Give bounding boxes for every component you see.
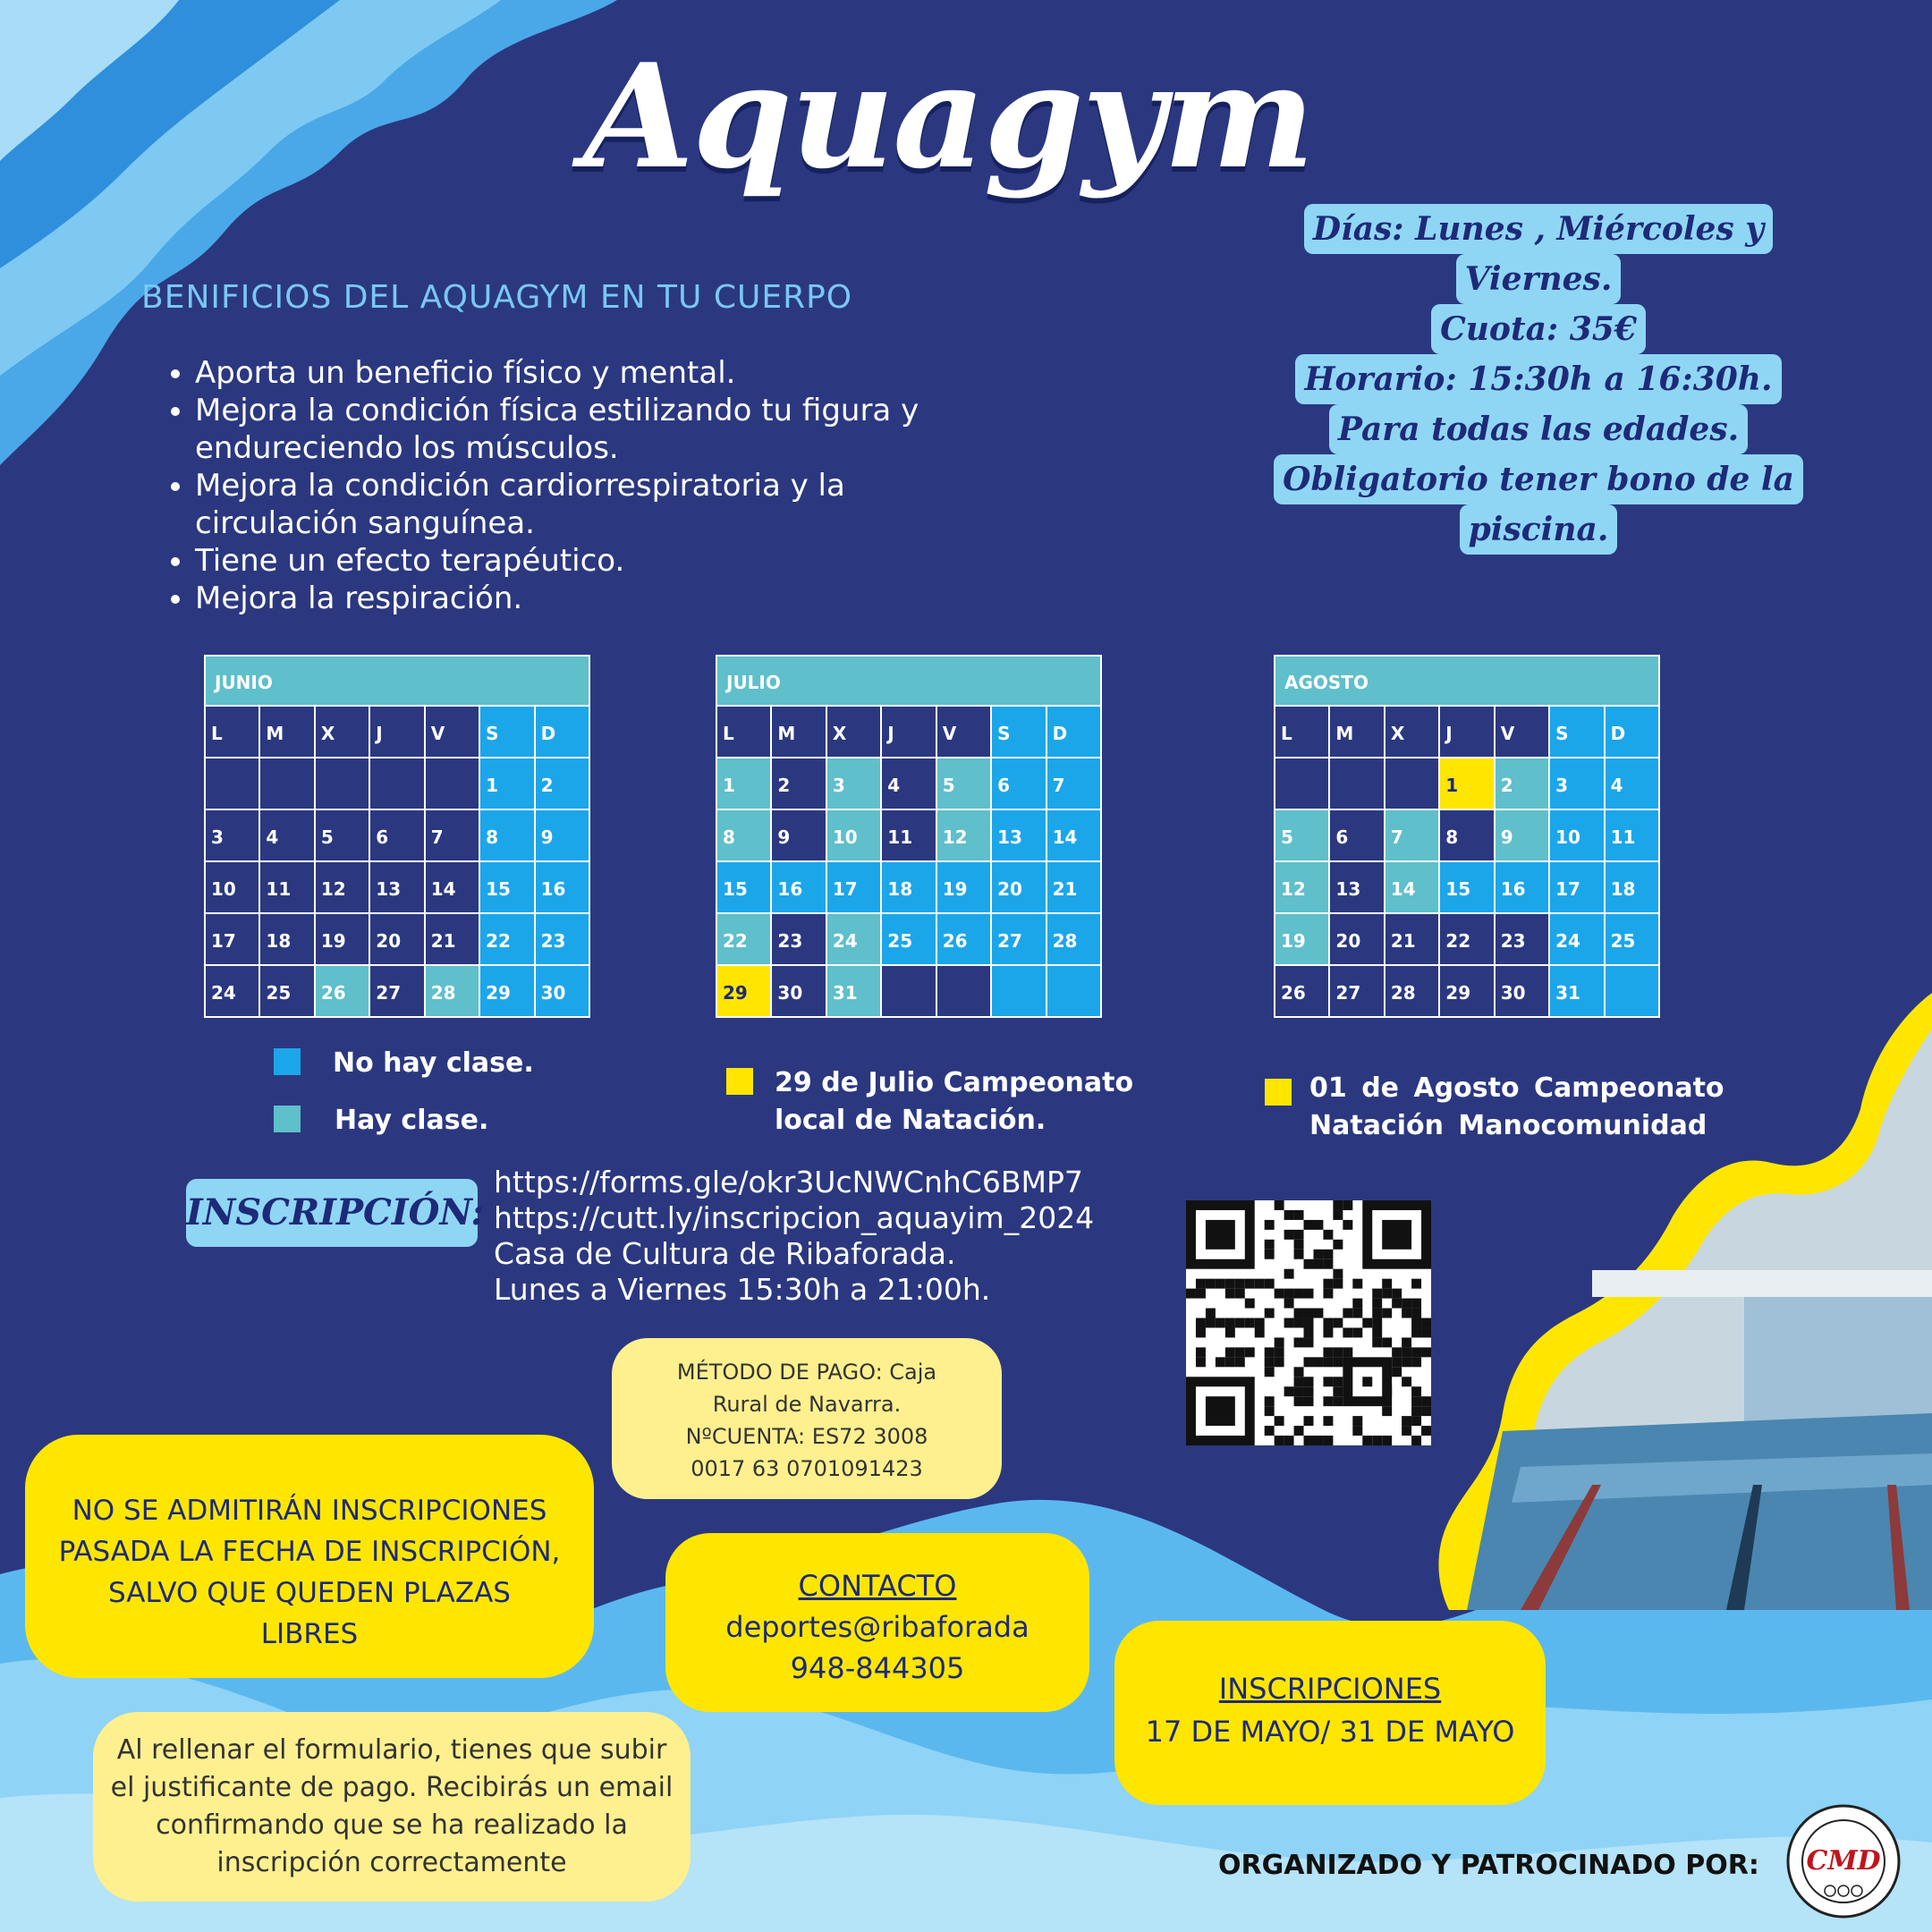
calendar-day: 22	[1440, 914, 1495, 966]
calendar-day: 10	[206, 862, 260, 914]
weekday-header: J	[1440, 707, 1495, 758]
calendar-day: 31	[827, 966, 882, 1018]
calendar-day: 16	[536, 862, 590, 914]
calendar-day	[260, 758, 315, 810]
calendar-day: 24	[206, 966, 260, 1018]
calendar-day: 14	[1385, 862, 1440, 914]
calendar-day: 29	[480, 966, 535, 1018]
inscription-dates	[1114, 1621, 1546, 1805]
dates-heading: INSCRIPCIONES	[1218, 1672, 1442, 1706]
payment-method	[612, 1338, 1002, 1499]
calendar-day: 4	[260, 810, 315, 862]
legend-july-line: 29 de Julio Campeonato	[775, 1067, 1134, 1098]
note-line: confirmando que se ha realizado la	[156, 1809, 628, 1841]
calendar-day: 30	[536, 966, 590, 1018]
calendar-day: 20	[992, 862, 1046, 914]
calendar-day: 26	[316, 966, 370, 1018]
calendar-day: 18	[1606, 862, 1660, 914]
calendar-month: AGOSTO	[1274, 655, 1660, 707]
info-line: Obligatorio tener bono de la	[1274, 454, 1803, 504]
calendar-day	[992, 966, 1046, 1018]
calendar-day: 19	[316, 914, 370, 966]
calendar-day: 16	[1496, 862, 1550, 914]
calendar-day: 24	[1550, 914, 1605, 966]
calendar-day: 27	[370, 966, 425, 1018]
calendar-day: 14	[426, 862, 480, 914]
weekday-header: M	[772, 707, 826, 758]
calendar-day	[426, 758, 480, 810]
calendar-day: 20	[370, 914, 425, 966]
calendar-day: 15	[717, 862, 772, 914]
benefit-item: • Tiene un efecto terapéutico.	[195, 542, 1000, 580]
calendar-day: 2	[1496, 758, 1550, 810]
logo-text: CMD	[1806, 1845, 1881, 1877]
calendar-day: 17	[1550, 862, 1605, 914]
calendar-day: 17	[827, 862, 882, 914]
organizer-text: ORGANIZADO Y PATROCINADO POR:	[1218, 1850, 1759, 1881]
calendar-day: 5	[316, 810, 370, 862]
calendar-month: JUNIO	[204, 655, 590, 707]
weekday-header: X	[827, 707, 882, 758]
weekday-header: J	[370, 707, 425, 758]
calendar-day: 3	[206, 810, 260, 862]
inscription-label: INSCRIPCIÓN:	[186, 1179, 478, 1247]
calendar-day	[1275, 758, 1330, 810]
calendar-day: 21	[1385, 914, 1440, 966]
schedule-info	[1252, 204, 1825, 555]
calendar-day: 30	[1496, 966, 1550, 1018]
calendar-day: 28	[1047, 914, 1102, 966]
legend-august-event	[1309, 1070, 1724, 1145]
calendar-day: 8	[480, 810, 535, 862]
legend-july-line: local de Natación.	[775, 1105, 1046, 1136]
info-line: Viernes.	[1456, 254, 1622, 304]
weekday-header: L	[206, 707, 260, 758]
info-line: Para todas las edades.	[1329, 404, 1748, 454]
calendar-day: 26	[937, 914, 992, 966]
calendar-day: 24	[827, 914, 882, 966]
warning-line: PASADA LA FECHA DE INSCRIPCIÓN,	[58, 1536, 561, 1568]
late-inscription-warning	[25, 1435, 594, 1678]
calendar-day	[937, 966, 992, 1018]
calendar-day: 15	[1440, 862, 1495, 914]
calendar-day: 22	[717, 914, 772, 966]
info-line: piscina.	[1460, 504, 1618, 555]
calendar-day: 7	[1385, 810, 1440, 862]
benefits-list	[152, 354, 1000, 617]
warning-line: SALVO QUE QUEDEN PLAZAS	[108, 1577, 511, 1609]
benefit-item: • Mejora la respiración.	[195, 580, 1000, 617]
payment-line: NºCUENTA: ES72 3008	[685, 1424, 928, 1449]
calendar-day: 13	[992, 810, 1046, 862]
calendar-day: 23	[772, 914, 826, 966]
calendar-day: 18	[260, 914, 315, 966]
weekday-header: D	[1047, 707, 1102, 758]
calendar-day: 19	[1275, 914, 1330, 966]
calendar-day: 19	[937, 862, 992, 914]
calendar-day: 2	[536, 758, 590, 810]
calendar-day: 1	[717, 758, 772, 810]
calendar-day: 31	[1550, 966, 1605, 1018]
calendar-day: 12	[1275, 862, 1330, 914]
inscription-hours: Lunes a Viernes 15:30h a 21:00h.	[494, 1272, 991, 1307]
calendar-day: 26	[1275, 966, 1330, 1018]
calendar-day	[1330, 758, 1385, 810]
legend-class-swatch	[274, 1106, 301, 1132]
calendar-july	[716, 655, 1102, 1018]
calendar-day: 5	[1275, 810, 1330, 862]
legend-no-class: No hay clase.	[333, 1047, 534, 1079]
calendar-day: 21	[426, 914, 480, 966]
qr-code[interactable]	[1186, 1200, 1431, 1445]
benefit-item: • Aporta un beneficio físico y mental.	[195, 354, 1000, 392]
weekday-header: D	[536, 707, 590, 758]
calendar-day: 15	[480, 862, 535, 914]
payment-line: Rural de Navarra.	[712, 1392, 902, 1417]
weekday-header: X	[316, 707, 370, 758]
calendar-day: 14	[1047, 810, 1102, 862]
calendar-day: 8	[1440, 810, 1495, 862]
calendar-day: 9	[772, 810, 826, 862]
payment-line: 0017 63 0701091423	[691, 1456, 923, 1481]
calendar-day: 3	[1550, 758, 1605, 810]
calendar-day: 12	[316, 862, 370, 914]
calendar-day: 25	[1606, 914, 1660, 966]
calendar-day: 4	[1606, 758, 1660, 810]
calendar-day: 16	[772, 862, 826, 914]
calendar-day: 6	[370, 810, 425, 862]
inscription-link[interactable]: https://forms.gle/okr3UcNWCnhC6BMP7	[494, 1165, 1083, 1199]
calendar-day: 29	[1440, 966, 1495, 1018]
calendar-day	[206, 758, 260, 810]
calendar-day	[882, 966, 936, 1018]
calendar-day: 10	[1550, 810, 1605, 862]
calendar-day: 11	[882, 810, 936, 862]
calendar-day: 22	[480, 914, 535, 966]
legend-july-event	[775, 1064, 1133, 1140]
calendar-day: 7	[1047, 758, 1102, 810]
qr-code-icon	[1186, 1200, 1431, 1445]
contact-email[interactable]: deportes@ribaforada	[725, 1610, 1030, 1644]
calendar-day	[1606, 966, 1660, 1018]
note-line: inscripción correctamente	[216, 1847, 567, 1878]
calendar-month: JULIO	[716, 655, 1102, 707]
calendar-day: 28	[426, 966, 480, 1018]
legend-august-line: Natación Manocomunidad	[1309, 1110, 1707, 1141]
legend-august-line: 01 de Agosto Campeonato	[1309, 1072, 1724, 1104]
poster-title: Aquagym	[582, 32, 1314, 200]
weekday-header: M	[260, 707, 315, 758]
calendar-day: 29	[717, 966, 772, 1018]
calendar-day: 5	[937, 758, 992, 810]
calendar-day: 12	[937, 810, 992, 862]
contact-phone[interactable]: 948-844305	[790, 1651, 965, 1685]
calendar-day: 21	[1047, 862, 1102, 914]
calendar-day: 9	[536, 810, 590, 862]
calendar-day: 3	[827, 758, 882, 810]
payment-line: MÉTODO DE PAGO: Caja	[676, 1360, 937, 1385]
calendar-grid	[1274, 707, 1660, 1018]
calendar-day: 20	[1330, 914, 1385, 966]
calendar-day: 18	[882, 862, 936, 914]
legend-class: Hay clase.	[335, 1105, 489, 1136]
calendar-day: 4	[882, 758, 936, 810]
calendar-day: 1	[480, 758, 535, 810]
calendar-day: 25	[260, 966, 315, 1018]
benefit-item: • Mejora la condición cardiorrespiratoria y la circulación sanguínea.	[195, 467, 1000, 542]
calendar-day: 7	[426, 810, 480, 862]
benefit-item: • Mejora la condición física estilizando tu figura y endureciendo los músculos.	[195, 392, 1000, 467]
legend-august-event-swatch	[1265, 1079, 1292, 1106]
legend-july-event-swatch	[726, 1068, 753, 1095]
legend-no-class-swatch	[274, 1048, 301, 1075]
calendar-day	[1047, 966, 1102, 1018]
weekday-header: V	[937, 707, 992, 758]
calendar-grid	[716, 707, 1102, 1018]
calendar-august	[1274, 655, 1660, 1018]
calendar-day: 17	[206, 914, 260, 966]
weekday-header: S	[1550, 707, 1605, 758]
calendar-day: 23	[536, 914, 590, 966]
calendar-day	[1385, 758, 1440, 810]
weekday-header: V	[426, 707, 480, 758]
contact-box	[665, 1533, 1089, 1712]
calendar-day: 28	[1385, 966, 1440, 1018]
weekday-header: X	[1385, 707, 1440, 758]
info-line: Cuota: 35€	[1431, 304, 1646, 354]
warning-line: NO SE ADMITIRÁN INSCRIPCIONES	[72, 1495, 547, 1527]
form-note	[93, 1712, 691, 1902]
calendar-grid	[204, 707, 590, 1018]
weekday-header: V	[1496, 707, 1550, 758]
calendar-day	[316, 758, 370, 810]
calendar-day: 23	[1496, 914, 1550, 966]
info-line: Horario: 15:30h a 16:30h.	[1295, 354, 1781, 404]
calendar-day: 9	[1496, 810, 1550, 862]
calendar-day: 25	[882, 914, 936, 966]
inscription-link[interactable]: https://cutt.ly/inscripcion_aquayim_2024	[494, 1200, 1095, 1235]
cmd-logo-icon	[1785, 1803, 1902, 1919]
weekday-header: L	[717, 707, 772, 758]
benefits-heading: BENIFICIOS DEL AQUAGYM EN TU CUERPO	[141, 279, 853, 316]
weekday-header: S	[480, 707, 535, 758]
weekday-header: D	[1606, 707, 1660, 758]
calendar-day: 30	[772, 966, 826, 1018]
calendar-day: 2	[772, 758, 826, 810]
calendar-day: 6	[992, 758, 1046, 810]
note-line: Al rellenar el formulario, tienes que subir	[116, 1734, 667, 1766]
contact-heading: CONTACTO	[798, 1569, 957, 1603]
inscription-place: Casa de Cultura de Ribaforada.	[494, 1236, 956, 1271]
inscription-details	[494, 1165, 1094, 1308]
weekday-header: M	[1330, 707, 1385, 758]
calendar-day: 11	[260, 862, 315, 914]
calendar-day: 27	[1330, 966, 1385, 1018]
weekday-header: S	[992, 707, 1046, 758]
dates-range: 17 DE MAYO/ 31 DE MAYO	[1145, 1715, 1515, 1749]
note-line: el justificante de pago. Recibirás un email	[110, 1772, 674, 1803]
calendar-june	[204, 655, 590, 1018]
calendar-day: 1	[1440, 758, 1495, 810]
warning-line: LIBRES	[260, 1618, 359, 1650]
calendar-day: 6	[1330, 810, 1385, 862]
calendar-day: 10	[827, 810, 882, 862]
weekday-header: L	[1275, 707, 1330, 758]
weekday-header: J	[882, 707, 936, 758]
calendar-day: 27	[992, 914, 1046, 966]
calendar-day: 8	[717, 810, 772, 862]
calendar-day: 13	[370, 862, 425, 914]
calendar-day: 11	[1606, 810, 1660, 862]
info-line: Días: Lunes , Miércoles y	[1304, 204, 1773, 254]
calendar-day: 13	[1330, 862, 1385, 914]
calendar-day	[370, 758, 425, 810]
